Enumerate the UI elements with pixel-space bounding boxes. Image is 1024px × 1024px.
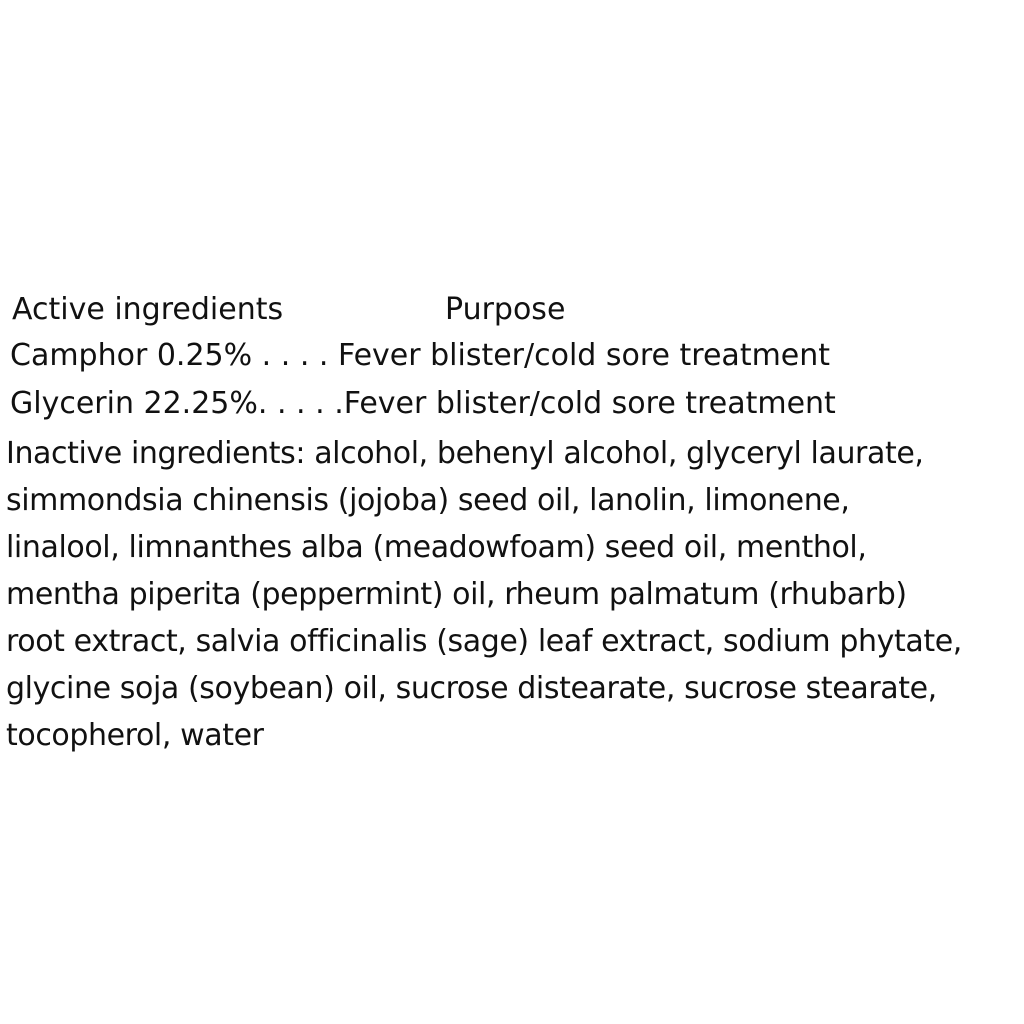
ingredient-purpose: Fever blister/cold sore treatment bbox=[343, 386, 836, 421]
ingredient-purpose: Fever blister/cold sore treatment bbox=[337, 338, 831, 373]
purpose-heading: Purpose bbox=[445, 292, 566, 327]
active-ingredient-row bbox=[10, 386, 836, 422]
inactive-ingredients-line: simmondsia chinensis (jojoba) seed oil, lanolin, limonene, bbox=[6, 483, 850, 518]
inactive-ingredients-line: Inactive ingredients: alcohol, behenyl alcohol, glyceryl laurate, bbox=[6, 436, 924, 471]
active-ingredients-header bbox=[12, 292, 565, 328]
active-ingredient-row bbox=[10, 338, 830, 374]
dot-leader: . . . . . bbox=[257, 386, 344, 421]
inactive-ingredients-line: glycine soja (soybean) oil, sucrose distearate, sucrose stearate, bbox=[6, 671, 937, 706]
inactive-ingredients-line: mentha piperita (peppermint) oil, rheum palmatum (rhubarb) bbox=[6, 577, 907, 612]
active-ingredients-heading: Active ingredients bbox=[12, 292, 284, 327]
inactive-ingredients-line: linalool, limnanthes alba (meadowfoam) seed oil, menthol, bbox=[6, 530, 867, 565]
inactive-ingredients-line: root extract, salvia officinalis (sage) leaf extract, sodium phytate, bbox=[6, 624, 962, 659]
ingredient-name: Camphor 0.25% bbox=[10, 338, 253, 373]
ingredient-name: Glycerin 22.25% bbox=[10, 386, 258, 421]
dot-leader: . . . . bbox=[252, 338, 338, 373]
inactive-ingredients-line: tocopherol, water bbox=[6, 718, 264, 753]
